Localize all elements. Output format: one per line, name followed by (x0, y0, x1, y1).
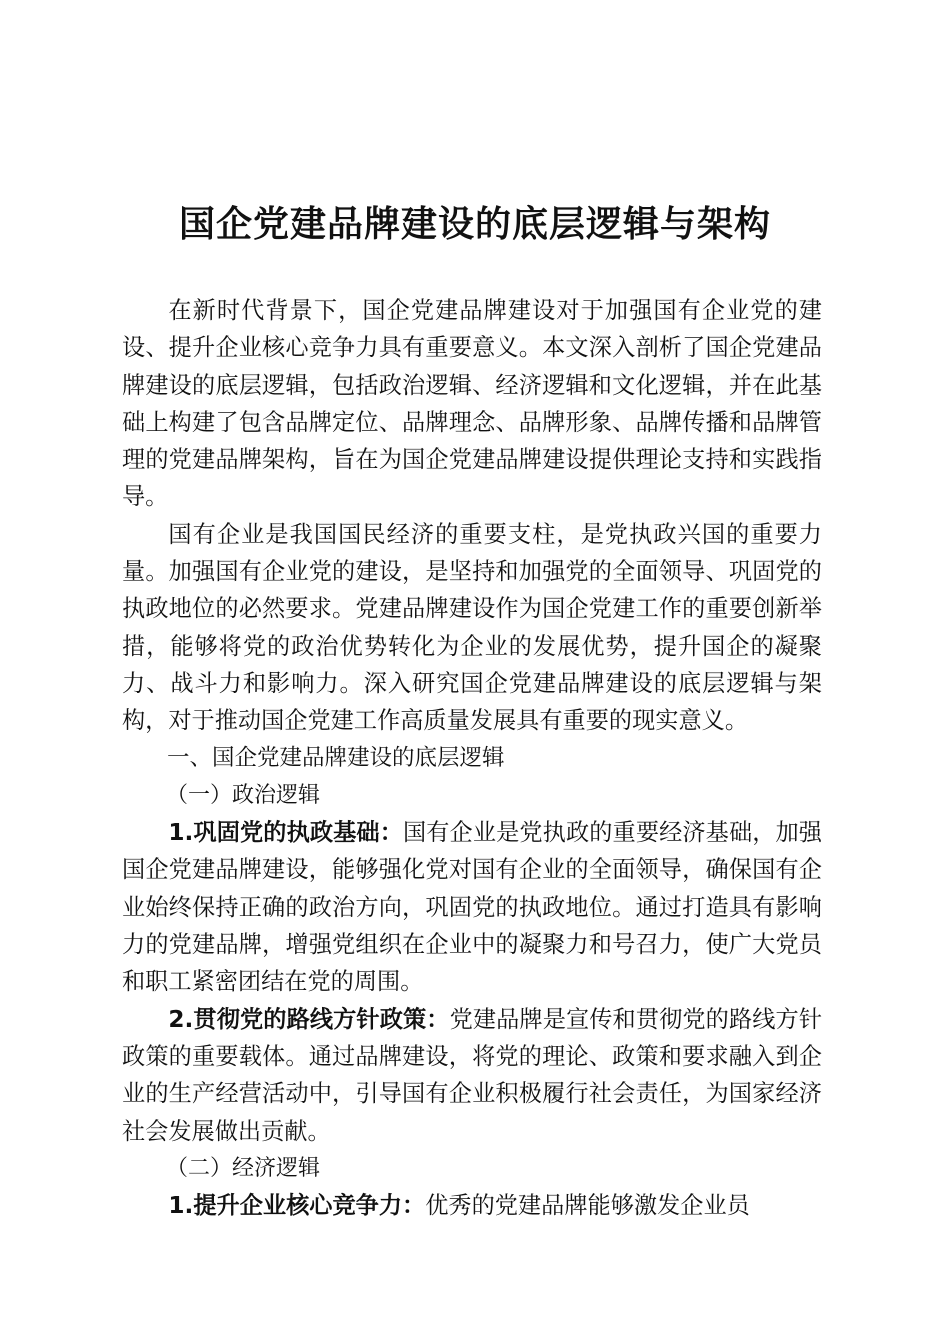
document-title: 国企党建品牌建设的底层逻辑与架构 (178, 203, 771, 245)
subsection-heading-political: （一）政治逻辑 (166, 782, 321, 808)
item-text: 党建品牌是宣传和贯彻党的路线方针政策的重要载体。通过品牌建设，将党的理论、政策和要求融入到企业的生产经营活动中，引导国有企业积极履行社会责任，为国家经济社会发展做出贡献。 (122, 1005, 823, 1145)
list-item (122, 1001, 822, 1150)
document-body (122, 292, 822, 1224)
item-text: 国有企业是党执政的重要经济基础，加强国企党建品牌建设，能够强化党对国有企业的全面领导，确保国有企业始终保持正确的政治方向，巩固党的执政地位。通过打造具有影响力的党建品牌，增强党组织在企业中的凝聚力和号召力，使广大党员和职工紧密团结在党的周围。 (122, 819, 822, 996)
item-lead: 2.贯彻党的路线方针政策： (168, 1005, 450, 1033)
item-lead: 1.提升企业核心竞争力： (168, 1192, 426, 1220)
item-text: 优秀的党建品牌能够激发企业员 (425, 1192, 750, 1220)
intro-paragraph: 国有企业是我国国民经济的重要支柱，是党执政兴国的重要力量。加强国有企业党的建设，是坚持和加强党的全面领导、巩固党的执政地位的必然要求。党建品牌建设作为国企党建工作的重要创新举措，能够将党的政治优势转化为企业的发展优势，提升国企的凝聚力、战斗力和影响力。深入研究国企党建品牌建设的底层逻辑与架构，对于推动国企党建工作高质量发展具有重要的现实意义。 (122, 520, 822, 735)
list-item (122, 814, 822, 1000)
abstract-paragraph: 在新时代背景下，国企党建品牌建设对于加强国有企业党的建设、提升企业核心竞争力具有重要意义。本文深入剖析了国企党建品牌建设的底层逻辑，包括政治逻辑、经济逻辑和文化逻辑，并在此基础上构建了包含品牌定位、品牌理念、品牌形象、品牌传播和品牌管理的党建品牌架构，旨在为国企党建品牌建设提供理论支持和实践指导。 (122, 297, 822, 511)
list-item (122, 1187, 822, 1224)
item-lead: 1.巩固党的执政基础： (168, 819, 403, 847)
subsection-heading-economic: （二）经济逻辑 (166, 1155, 321, 1181)
section-heading: 一、国企党建品牌建设的底层逻辑 (167, 744, 505, 771)
